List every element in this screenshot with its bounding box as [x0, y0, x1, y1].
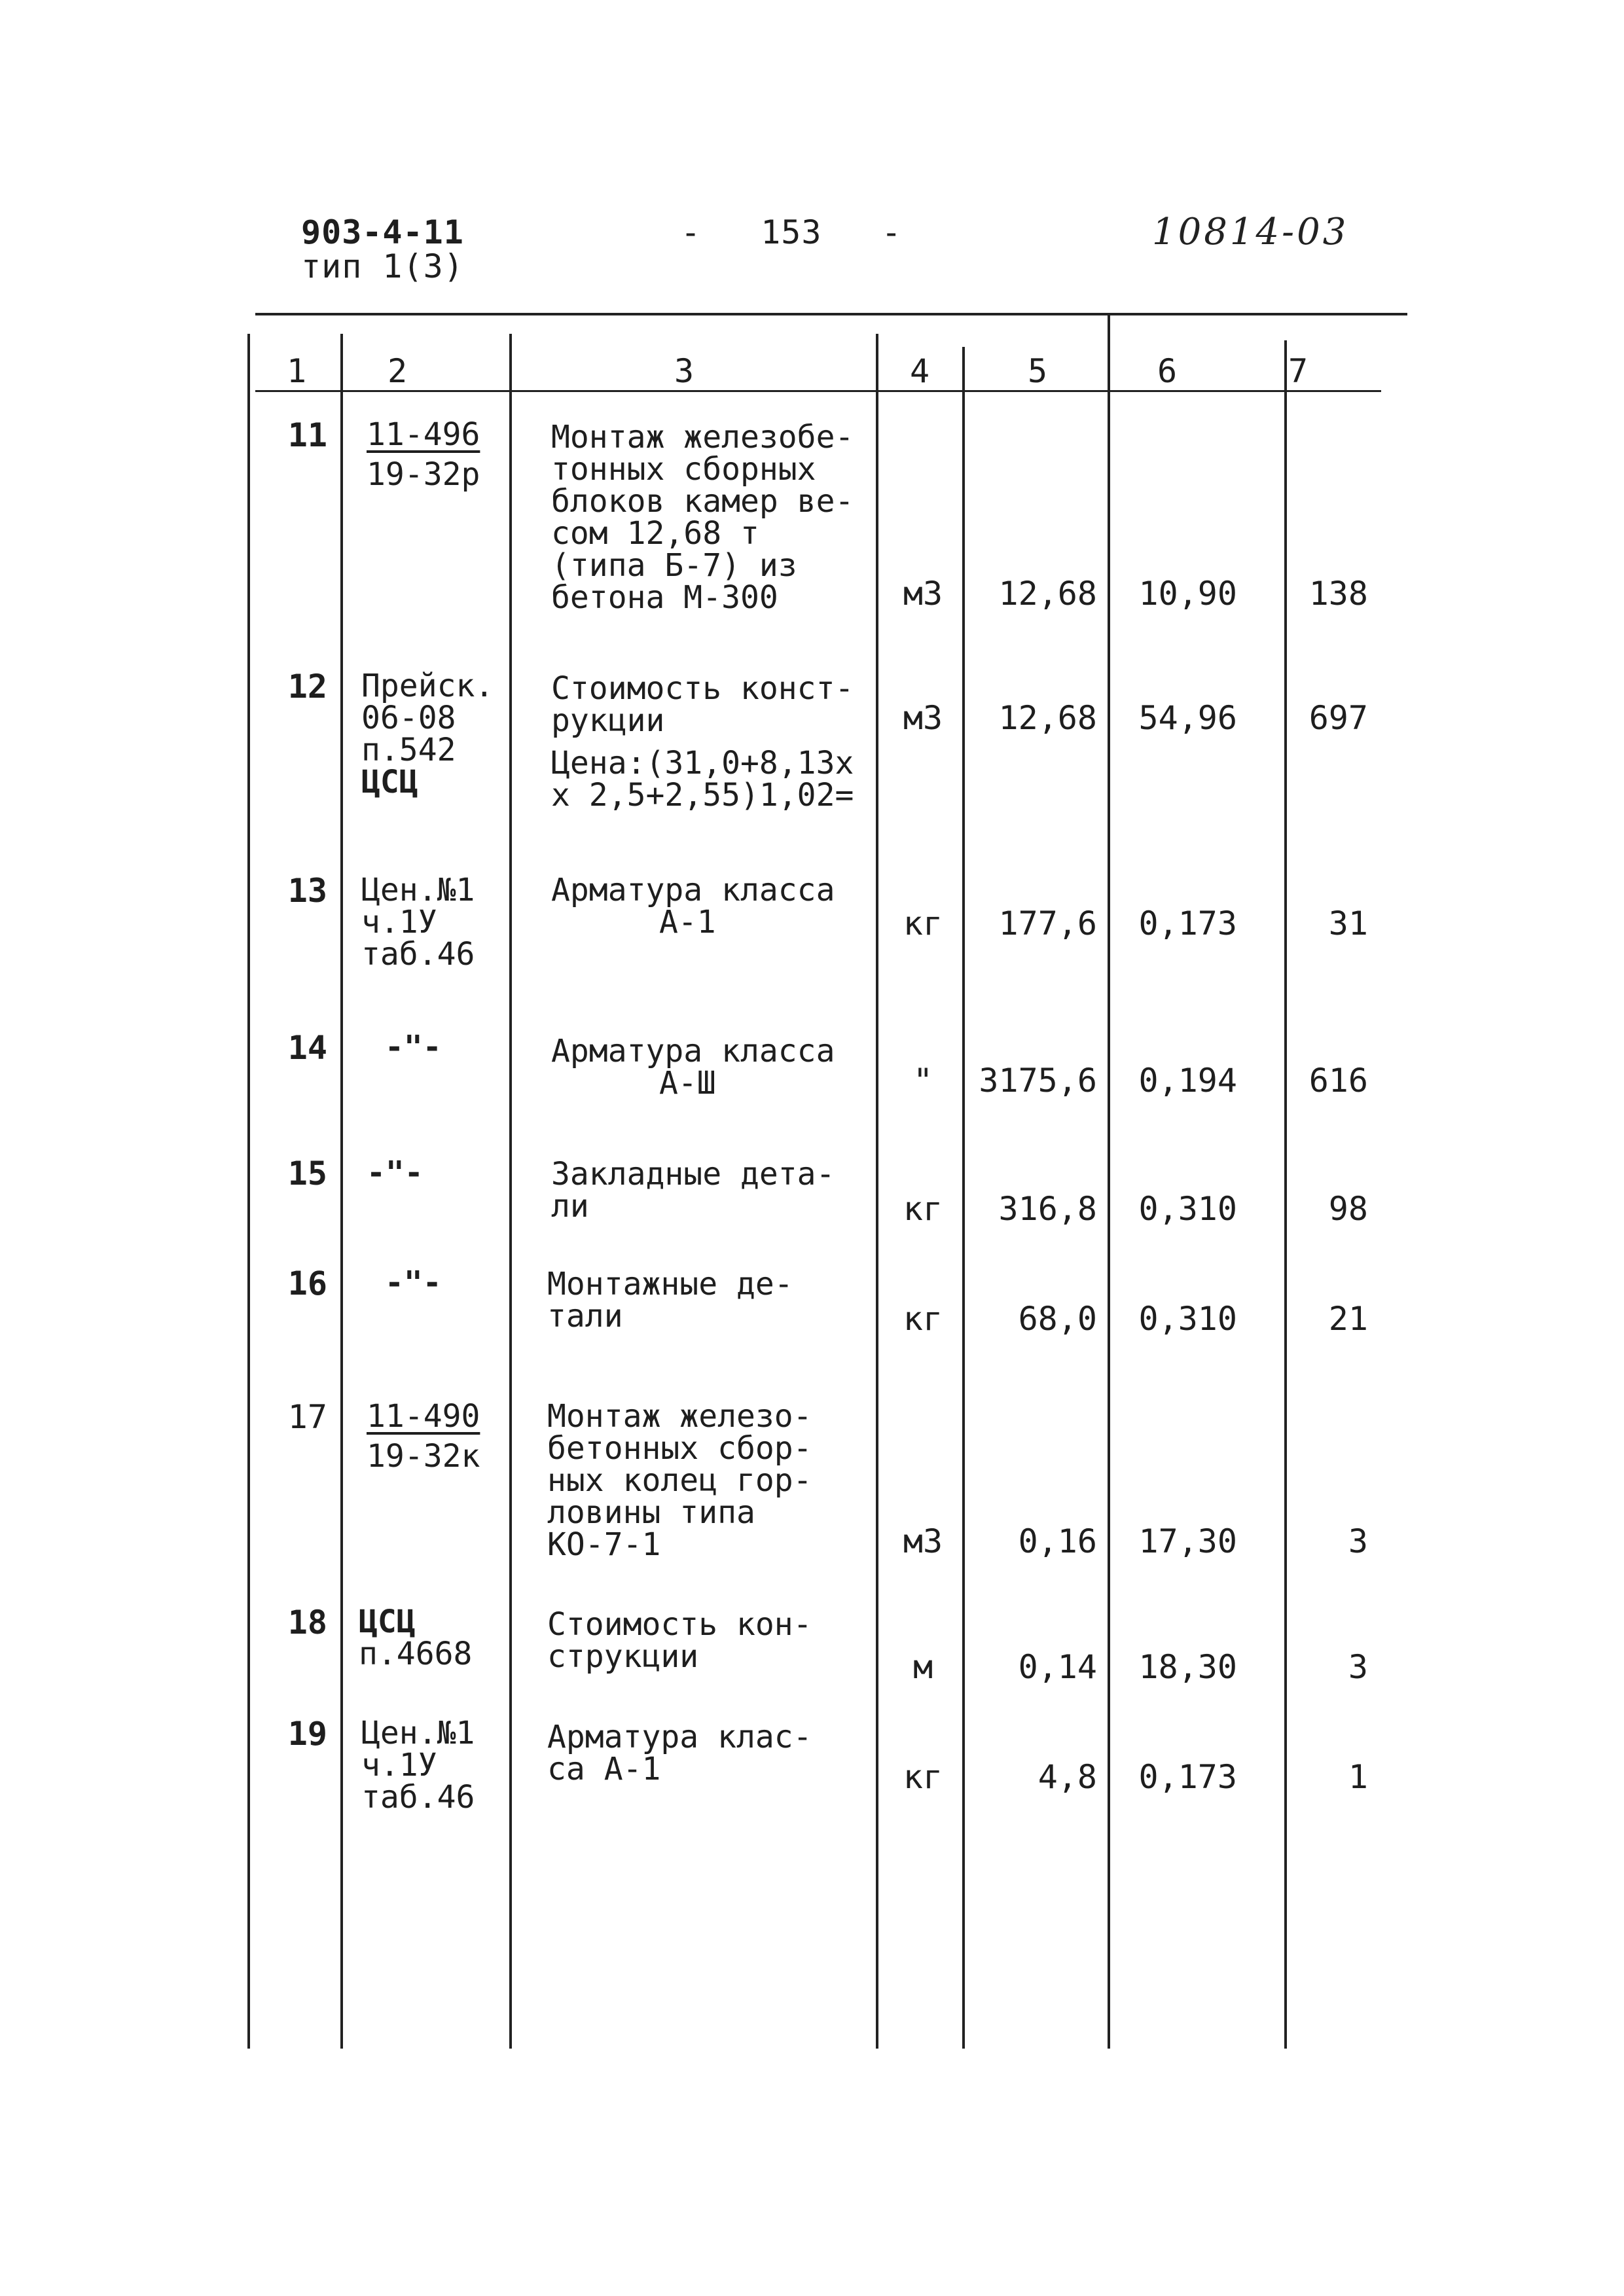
column-number: 1: [287, 352, 307, 390]
row-description: Закладные дета- ли: [551, 1156, 835, 1225]
column-number: 3: [674, 352, 695, 390]
row-reference: Прейск. 06-08 п.542 ЦСЦ: [361, 668, 494, 800]
archive-code: 10814-03: [1152, 211, 1349, 253]
row-quantity: 0,16: [1018, 1522, 1097, 1560]
row-quantity: 177,6: [998, 905, 1097, 942]
row-reference: -"-: [385, 1265, 442, 1301]
row-total: 616: [1308, 1062, 1368, 1100]
row-number: 19: [287, 1715, 327, 1753]
row-unit-price: 0,310: [1138, 1190, 1237, 1228]
row-total: 1: [1348, 1758, 1368, 1796]
column-number: 6: [1157, 352, 1178, 390]
row-total: 138: [1308, 575, 1368, 613]
column-divider-1-2: [340, 334, 343, 2049]
column-number: 7: [1288, 352, 1308, 390]
row-unit: м3: [903, 575, 943, 613]
row-price-formula: Цена:(31,0+8,13x x 2,5+2,55)1,02=: [551, 745, 854, 814]
document-type: тип 1(3): [301, 247, 464, 285]
column-divider-4-5: [962, 347, 965, 2049]
row-unit: ": [912, 1062, 933, 1100]
row-total: 98: [1328, 1190, 1368, 1228]
row-quantity: 12,68: [998, 699, 1097, 737]
row-total: 3: [1348, 1648, 1368, 1686]
row-number: 15: [287, 1155, 327, 1193]
row-total: 697: [1308, 699, 1368, 737]
row-unit-price: 0,194: [1138, 1062, 1237, 1100]
row-quantity: 0,14: [1018, 1648, 1097, 1686]
row-quantity: 68,0: [1018, 1300, 1097, 1338]
page-number: - 153 -: [681, 213, 902, 251]
row-unit: кг: [903, 1300, 943, 1338]
row-unit-price: 0,173: [1138, 1758, 1237, 1796]
row-description: Арматура класса А-1: [551, 872, 835, 941]
row-description: Арматура класса А-Ш: [551, 1033, 835, 1102]
column-divider-2-3: [509, 334, 512, 2049]
row-reference: 11-496 19-32р: [367, 416, 480, 493]
row-unit-price: 0,173: [1138, 905, 1237, 942]
row-description: Стоимость кон- струкции: [547, 1606, 812, 1675]
column-divider-5-6: [1108, 313, 1110, 2049]
row-unit: кг: [903, 1190, 943, 1228]
row-number: 11: [287, 416, 327, 454]
row-number: 18: [287, 1604, 327, 1641]
row-number: 12: [287, 668, 327, 706]
row-unit-price: 54,96: [1138, 699, 1237, 737]
column-number: 5: [1028, 352, 1048, 390]
row-unit-price: 18,30: [1138, 1648, 1237, 1686]
row-description: Арматура клас- са А-1: [547, 1719, 812, 1787]
row-unit-price: 0,310: [1138, 1300, 1237, 1338]
row-description: Монтаж железобе- тонных сборных блоков камер ве- сом 12,68 т (типа Б-7) из бетона М-300: [551, 419, 854, 616]
row-unit-price: 10,90: [1138, 575, 1237, 613]
row-description: Монтаж железо- бетонных сбор- ных колец гор- ловины типа КО-7-1: [547, 1398, 812, 1563]
column-divider-6-7: [1284, 340, 1287, 2049]
row-reference: -"-: [385, 1029, 442, 1066]
row-unit: м: [912, 1648, 933, 1686]
row-unit: кг: [903, 905, 943, 942]
row-number: 16: [287, 1265, 327, 1302]
row-unit: м3: [903, 699, 943, 737]
row-unit-price: 17,30: [1138, 1522, 1237, 1560]
row-total: 21: [1328, 1300, 1368, 1338]
row-reference: ЦСЦ п.4668: [359, 1604, 473, 1672]
row-quantity: 4,8: [1038, 1758, 1097, 1796]
row-description: Стоимость конст- рукции: [551, 670, 854, 739]
row-unit: кг: [903, 1758, 943, 1796]
row-number: 17: [287, 1398, 327, 1436]
row-reference: 11-490 19-32к: [367, 1398, 480, 1475]
column-divider-left: [247, 334, 250, 2049]
row-number: 13: [287, 872, 327, 910]
row-total: 31: [1328, 905, 1368, 942]
row-total: 3: [1348, 1522, 1368, 1560]
row-reference: Цен.№1 ч.1У таб.46: [361, 872, 475, 973]
column-number: 4: [910, 352, 930, 390]
row-quantity: 316,8: [998, 1190, 1097, 1228]
row-description: Монтажные де- тали: [547, 1266, 793, 1335]
document-code: 903-4-11: [301, 213, 464, 251]
row-reference: Цен.№1 ч.1У таб.46: [361, 1715, 475, 1816]
row-number: 14: [287, 1029, 327, 1067]
table-top-rule: [255, 313, 1407, 315]
row-quantity: 3175,6: [979, 1062, 1097, 1100]
row-quantity: 12,68: [998, 575, 1097, 613]
table-header-rule: [255, 390, 1381, 392]
row-reference: -"-: [367, 1155, 424, 1191]
column-number: 2: [388, 352, 408, 390]
row-unit: м3: [903, 1522, 943, 1560]
column-divider-3-4: [876, 334, 878, 2049]
